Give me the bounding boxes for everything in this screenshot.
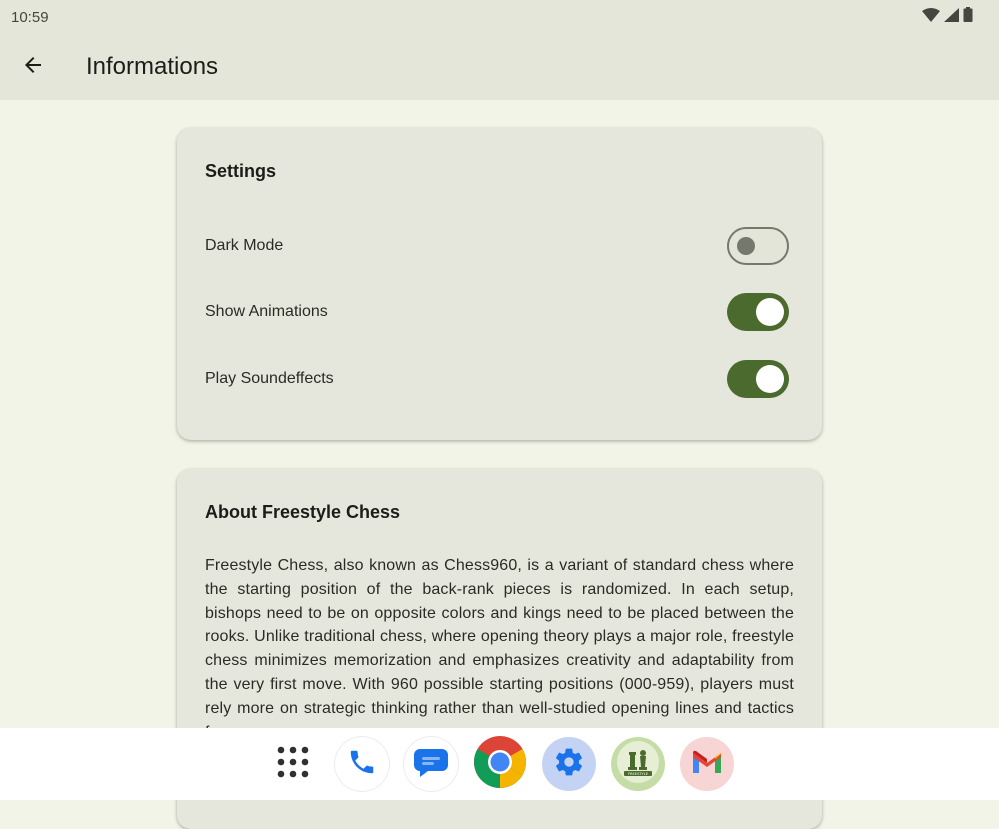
freestyle-chess-app-button[interactable] [611, 737, 665, 791]
messages-icon [414, 747, 448, 782]
freestyle-app-label: FREESTYLE [627, 771, 648, 776]
status-bar [0, 0, 999, 34]
chess-icon [615, 739, 661, 790]
settings-card-title: Settings [205, 161, 277, 181]
chrome-app-button[interactable] [473, 737, 527, 791]
chrome-icon [473, 735, 527, 794]
cellular-signal-icon [944, 8, 959, 27]
page-title: Informations [86, 53, 219, 80]
play-soundeffects-switch[interactable] [727, 360, 789, 398]
messages-app-button[interactable] [404, 737, 458, 791]
switch-knob [756, 298, 784, 326]
gmail-icon [691, 749, 723, 780]
phone-icon [347, 747, 377, 782]
status-time: 10:59 [11, 8, 49, 26]
dark-mode-label: Dark Mode [205, 237, 284, 254]
show-animations-switch[interactable] [727, 293, 789, 331]
app-bar [0, 34, 999, 100]
play-soundeffects-label: Play Soundeffects [205, 370, 334, 387]
show-animations-label: Show Animations [205, 303, 328, 320]
scroll-content[interactable] [0, 100, 999, 728]
phone-app-button[interactable] [335, 737, 389, 791]
setting-row-play-soundeffects [205, 359, 789, 399]
arrow-back-icon [21, 53, 45, 82]
settings-app-button[interactable] [542, 737, 596, 791]
back-button[interactable] [13, 47, 53, 87]
settings-card [177, 128, 822, 440]
apps-grid-icon [276, 745, 310, 784]
gmail-app-button[interactable] [680, 737, 734, 791]
taskbar-dock [0, 728, 999, 800]
wifi-icon [922, 8, 940, 27]
setting-row-dark-mode [205, 226, 789, 266]
gear-icon [553, 746, 585, 783]
setting-row-show-animations [205, 292, 789, 332]
about-text: Freestyle Chess, also known as Chess960, is a variant of standard chess where the starting position of the back-rank pieces is randomized. In each setup, bishops need to be on opposite colors and kings need to be placed between the rooks. Unlike traditional chess, where opening theory plays a major role, freestyle chess minimizes memorization and emphasizes creativity and adaptability from the very first move. With 960 possible starting positions (000-959), players must rely more on strategic thinking rather than well-studied opening lines and tactics [205, 557, 794, 717]
app-drawer-button[interactable] [266, 737, 320, 791]
about-card-title: About Freestyle Chess [205, 502, 401, 522]
dark-mode-switch[interactable] [727, 227, 789, 265]
battery-icon [963, 7, 973, 27]
status-icons [922, 7, 973, 27]
switch-knob [737, 237, 755, 255]
switch-knob [756, 365, 784, 393]
